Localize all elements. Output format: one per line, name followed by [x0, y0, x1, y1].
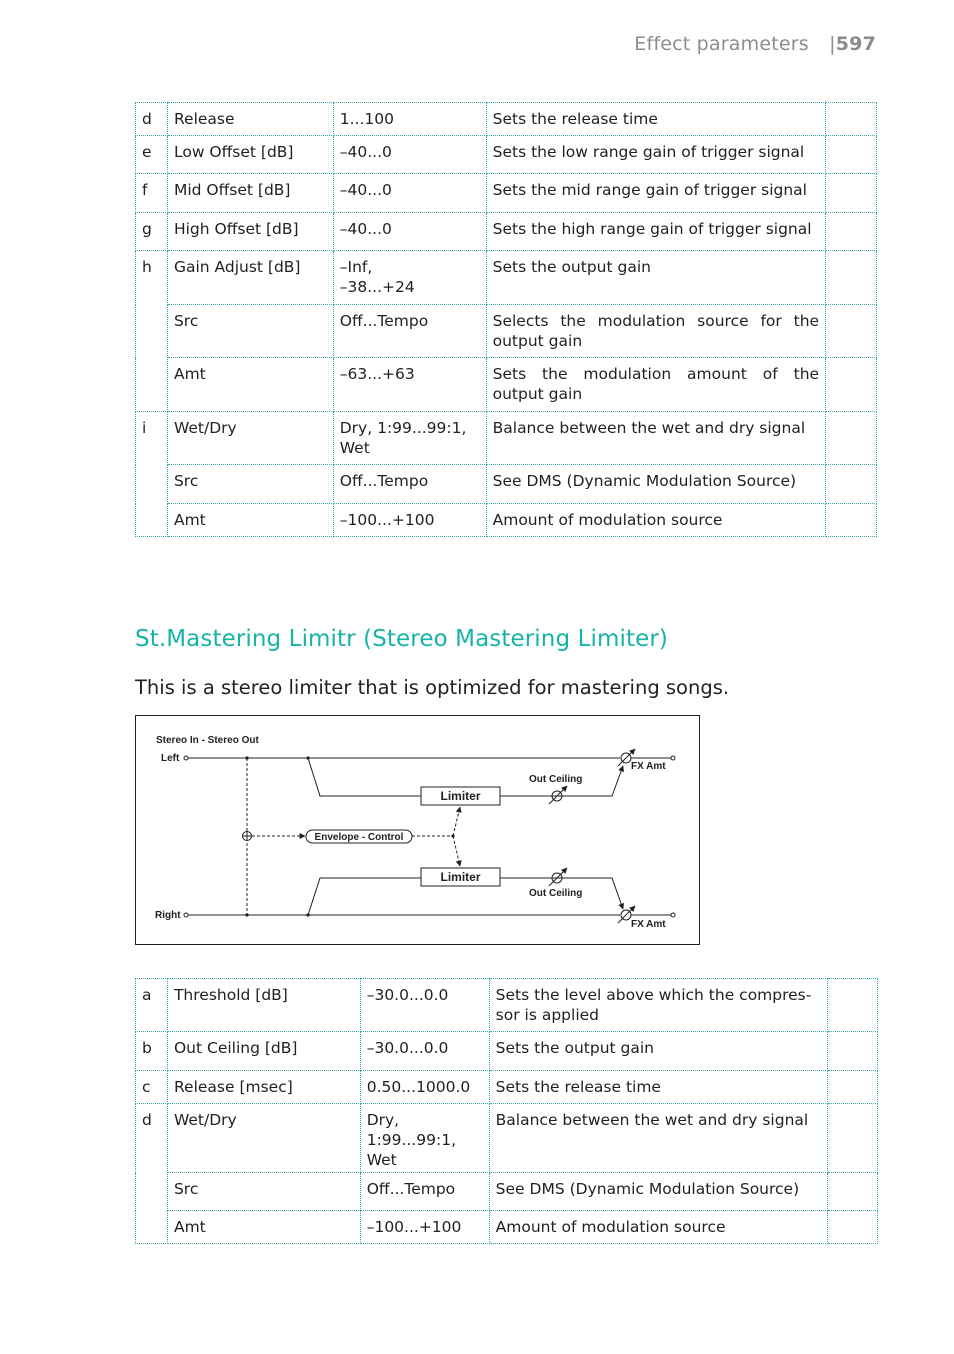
param-desc: Selects the modulation source for the output gain [486, 305, 825, 358]
param-name: Out Ceiling [dB] [167, 1032, 360, 1071]
param-name: Low Offset [dB] [167, 136, 333, 174]
param-desc: Amount of modulation source [489, 1211, 827, 1244]
row-id: c [136, 1071, 168, 1104]
param-desc: See DMS (Dynamic Modulation Source) [486, 465, 825, 504]
row-id: d [136, 103, 168, 136]
param-range: 0.50...1000.0 [360, 1071, 489, 1104]
param-extra [826, 504, 877, 537]
table-row [136, 305, 877, 358]
param-extra [826, 103, 877, 136]
param-name: Threshold [dB] [167, 979, 360, 1032]
param-extra [826, 251, 877, 305]
out-ceiling-bottom-label: Out Ceiling [529, 888, 583, 899]
control-to-limiter-bottom [453, 836, 460, 866]
left-wet-path [308, 758, 421, 796]
param-extra [826, 136, 877, 174]
row-id: b [136, 1032, 168, 1071]
param-name: Amt [167, 504, 333, 537]
row-id: f [136, 174, 168, 213]
param-range [333, 251, 486, 305]
param-range: –63...+63 [333, 358, 486, 412]
table-row [136, 358, 877, 412]
param-name: Src [167, 1173, 360, 1211]
table-row [136, 103, 877, 136]
param-name: Release [msec] [167, 1071, 360, 1104]
param-desc: Sets the output gain [489, 1032, 827, 1071]
param-name: Wet/Dry [167, 1104, 360, 1173]
param-extra [826, 412, 877, 465]
row-id: h [136, 251, 168, 412]
table-row [136, 979, 878, 1032]
param-name: Amt [167, 358, 333, 412]
param-extra [826, 465, 877, 504]
right-output-node [671, 913, 675, 917]
row-id: e [136, 136, 168, 174]
table-row [136, 251, 877, 305]
diagram-svg [136, 716, 701, 946]
table-row [136, 504, 877, 537]
limiter-top-label: Limiter [440, 789, 481, 803]
param-desc: Sets the output gain [486, 251, 825, 305]
param-extra [828, 1032, 878, 1071]
table-row [136, 412, 877, 465]
param-extra [826, 305, 877, 358]
param-name: Amt [167, 1211, 360, 1244]
param-extra [828, 1071, 878, 1104]
table-row [136, 1211, 878, 1244]
param-extra [828, 1104, 878, 1173]
param-range: 1...100 [333, 103, 486, 136]
fx-amt-bottom-label: FX Amt [631, 919, 666, 930]
desc-line: sor is applied [495, 1006, 600, 1024]
param-extra [828, 1173, 878, 1211]
left-input-label: Left [161, 753, 180, 764]
param-range: –40...0 [333, 136, 486, 174]
param-range: –40...0 [333, 213, 486, 251]
param-range: Off...Tempo [360, 1173, 489, 1211]
range-line: Wet [339, 439, 370, 457]
param-range: –100...+100 [333, 504, 486, 537]
table-row [136, 213, 877, 251]
param-desc: See DMS (Dynamic Modulation Source) [489, 1173, 827, 1211]
param-range [360, 1104, 489, 1173]
right-input-node [184, 913, 188, 917]
param-extra [826, 174, 877, 213]
row-id: d [136, 1104, 168, 1244]
signal-flow-diagram [135, 715, 700, 945]
param-desc: Amount of modulation source [486, 504, 825, 537]
envelope-control-label: Envelope - Control [314, 832, 404, 843]
section-name: Effect parameters [634, 33, 809, 55]
table-row [136, 1173, 878, 1211]
table-row [136, 465, 877, 504]
param-name: Release [167, 103, 333, 136]
section-title: St.Mastering Limitr (Stereo Mastering Limiter) [135, 626, 668, 652]
param-name: High Offset [dB] [167, 213, 333, 251]
row-id: g [136, 213, 168, 251]
row-id: i [136, 412, 168, 537]
table-row [136, 136, 877, 174]
header-separator: | [829, 33, 836, 55]
table-row [136, 1071, 878, 1104]
param-extra [826, 358, 877, 412]
range-line: –Inf, [339, 258, 373, 276]
param-desc: Balance between the wet and dry signal [486, 412, 825, 465]
param-desc: Sets the modulation amount of the output gain [486, 358, 825, 412]
parameter-table-top [135, 102, 877, 537]
range-line: –38...+24 [339, 278, 415, 296]
range-line: Dry, 1:99...99:1, [366, 1111, 457, 1149]
left-input-node [184, 756, 188, 760]
table-row [136, 174, 877, 213]
control-to-limiter-top [453, 807, 460, 836]
param-desc: Sets the release time [486, 103, 825, 136]
desc-line: Sets the level above which the compres- [495, 986, 812, 1004]
param-extra [828, 1211, 878, 1244]
param-desc: Balance between the wet and dry signal [489, 1104, 827, 1173]
page-header [634, 33, 876, 55]
table-row [136, 1032, 878, 1071]
param-range: Off...Tempo [333, 305, 486, 358]
param-name: Wet/Dry [167, 412, 333, 465]
fx-amt-top-label: FX Amt [631, 761, 666, 772]
section-intro: This is a stereo limiter that is optimized for mastering songs. [135, 676, 730, 699]
param-desc: Sets the high range gain of trigger signal [486, 213, 825, 251]
param-desc: Sets the mid range gain of trigger signal [486, 174, 825, 213]
limiter-bottom-label: Limiter [440, 870, 481, 884]
param-range: Off...Tempo [333, 465, 486, 504]
param-extra [828, 979, 878, 1032]
param-desc: Sets the release time [489, 1071, 827, 1104]
param-range [333, 412, 486, 465]
parameter-table-bottom [135, 978, 878, 1244]
range-line: Wet [366, 1151, 397, 1169]
param-name: Src [167, 305, 333, 358]
row-id: a [136, 979, 168, 1032]
param-name: Gain Adjust [dB] [167, 251, 333, 305]
io-label: Stereo In - Stereo Out [156, 735, 259, 746]
param-extra [826, 213, 877, 251]
right-wet-path [308, 878, 421, 915]
param-range: –30.0...0.0 [360, 979, 489, 1032]
out-ceiling-top-label: Out Ceiling [529, 774, 583, 785]
param-range: –30.0...0.0 [360, 1032, 489, 1071]
param-desc [489, 979, 827, 1032]
table-row [136, 1104, 878, 1173]
range-line: Dry, 1:99...99:1, [339, 419, 467, 437]
param-range: –100...+100 [360, 1211, 489, 1244]
param-range: –40...0 [333, 174, 486, 213]
param-name: Src [167, 465, 333, 504]
param-name: Mid Offset [dB] [167, 174, 333, 213]
left-output-node [671, 756, 675, 760]
page-number: 597 [835, 33, 876, 55]
param-desc: Sets the low range gain of trigger signal [486, 136, 825, 174]
right-input-label: Right [155, 910, 181, 921]
